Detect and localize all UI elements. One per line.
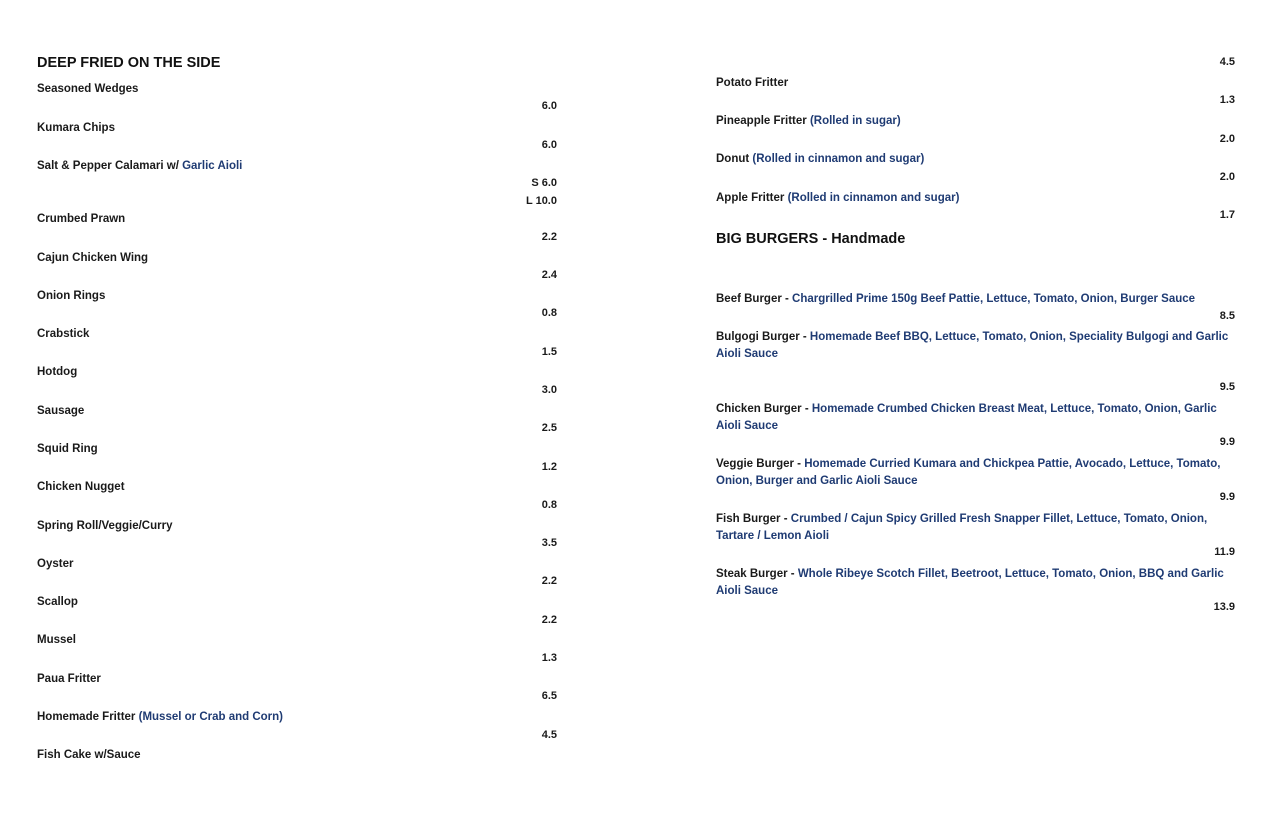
menu-item-name: Seasoned Wedges: [37, 83, 139, 95]
menu-item-name: Chicken Nugget: [37, 481, 125, 493]
burger-item: Steak Burger - Whole Ribeye Scotch Fillet, Beetroot, Lettuce, Tomato, Onion, BBQ and Garlic Aioli Sauce: [716, 568, 1224, 597]
menu-item-name: Cajun Chicken Wing: [37, 252, 149, 264]
section-title-deep-fried: DEEP FRIED ON THE SIDE: [37, 55, 221, 71]
menu-item-name: Paua Fritter: [37, 673, 101, 685]
menu-item-price: 2.0: [1219, 133, 1235, 145]
menu-item-name: Fish Cake w/Sauce: [37, 749, 141, 761]
menu-item-price: 1.7: [1219, 209, 1235, 221]
menu-item-price: 11.9: [1214, 546, 1235, 558]
menu-item-price: 3.5: [541, 537, 557, 549]
menu-item-name: Onion Rings: [37, 290, 106, 302]
menu-item-name: Oyster: [37, 558, 74, 570]
menu-item-price: 2.2: [541, 575, 557, 587]
burger-item: Beef Burger - Chargrilled Prime 150g Beef Pattie, Lettuce, Tomato, Onion, Burger Sauce: [716, 293, 1196, 305]
menu-item-price: 4.5: [1219, 56, 1235, 68]
menu-item-price: 1.3: [541, 652, 557, 664]
menu-item-name: Spring Roll/Veggie/Curry: [37, 520, 173, 532]
menu-item-name: Salt & Pepper Calamari w/ Garlic Aioli: [37, 160, 243, 172]
burger-item: Chicken Burger - Homemade Crumbed Chicken Breast Meat, Lettuce, Tomato, Onion, Garlic Aioli Sauce: [716, 403, 1217, 432]
menu-item-price: 2.4: [541, 269, 557, 281]
menu-item-price-large: L 10.0: [526, 195, 557, 207]
menu-item-price: 2.2: [541, 614, 557, 626]
menu-item-price: 13.9: [1213, 601, 1235, 613]
menu-item-name: Pineapple Fritter (Rolled in sugar): [716, 115, 901, 127]
menu-item-price: 2.2: [541, 231, 557, 243]
menu-item-price: 9.5: [1219, 381, 1235, 393]
menu-item-name: Crumbed Prawn: [37, 213, 126, 225]
menu-item-price: 3.0: [541, 384, 557, 396]
menu-item-price: 1.5: [541, 346, 557, 358]
menu-item-price-small: S 6.0: [531, 177, 557, 189]
burger-item: Bulgogi Burger - Homemade Beef BBQ, Lettuce, Tomato, Onion, Speciality Bulgogi and Garlic Aioli Sauce: [716, 331, 1229, 360]
menu-item-name: Squid Ring: [37, 443, 98, 455]
menu-item-price: 1.3: [1219, 94, 1235, 106]
menu-item-price: 6.0: [541, 139, 557, 151]
section-title-big-burgers: BIG BURGERS - Handmade: [716, 231, 906, 247]
menu-item-name: Donut (Rolled in cinnamon and sugar): [716, 153, 925, 165]
burger-item: Veggie Burger - Homemade Curried Kumara and Chickpea Pattie, Avocado, Lettuce, Tomato, Onion, Burger and Garlic Aioli Sauce: [716, 458, 1221, 487]
menu-item-name: Homemade Fritter (Mussel or Crab and Corn): [37, 711, 284, 723]
menu-item-price: 8.5: [1219, 310, 1235, 322]
menu-item-name: Potato Fritter: [716, 77, 789, 89]
menu-item-name: Crabstick: [37, 328, 90, 340]
menu-item-price: 6.0: [541, 100, 557, 112]
burger-item: Fish Burger - Crumbed / Cajun Spicy Grilled Fresh Snapper Fillet, Lettuce, Tomato, Onion, Tartare / Lemon Aioli: [716, 513, 1208, 542]
menu-item-name: Mussel: [37, 634, 76, 646]
menu-item-price: 2.5: [541, 422, 557, 434]
menu-item-price: 0.8: [541, 307, 557, 319]
menu-item-name: Sausage: [37, 405, 85, 417]
menu-item-price: 6.5: [541, 690, 557, 702]
menu-item-name: Kumara Chips: [37, 122, 115, 134]
menu-item-price: 0.8: [541, 499, 557, 511]
menu-item-name: Apple Fritter (Rolled in cinnamon and sugar): [716, 192, 960, 204]
menu-item-name: Hotdog: [37, 366, 78, 378]
menu-item-price: 2.0: [1219, 171, 1235, 183]
menu-item-price: 9.9: [1219, 491, 1235, 503]
menu-item-price: 4.5: [541, 729, 557, 741]
menu-item-price: 9.9: [1219, 436, 1235, 448]
menu-item-name: Scallop: [37, 596, 78, 608]
menu-item-price: 1.2: [541, 461, 557, 473]
